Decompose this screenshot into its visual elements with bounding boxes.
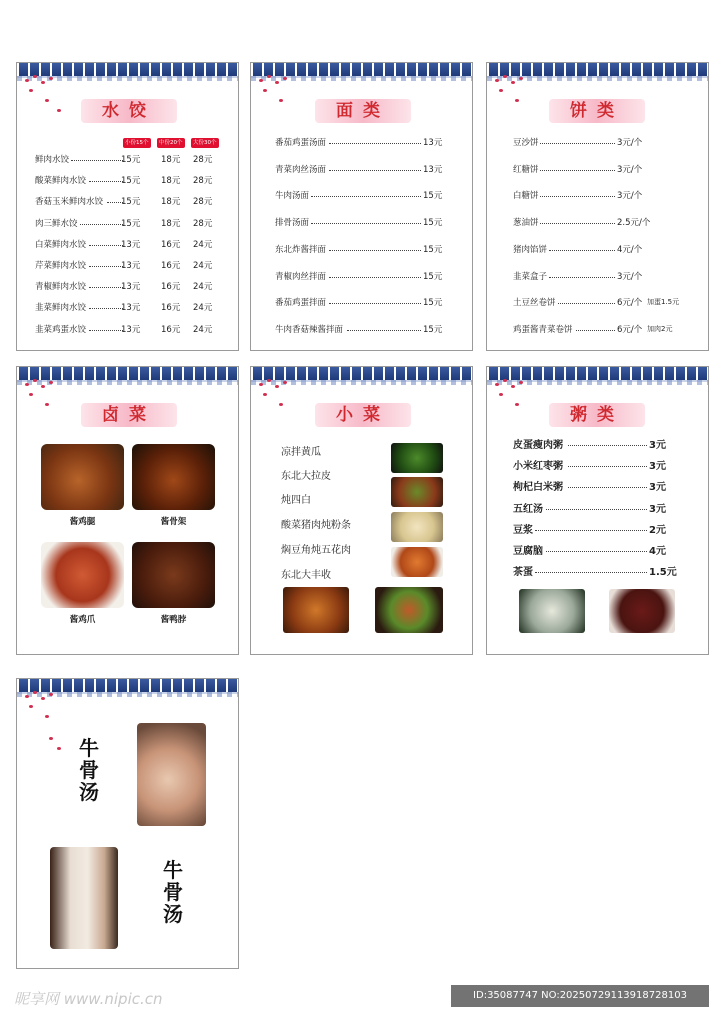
dot-leader bbox=[89, 181, 123, 182]
menu-item-price: 13元 bbox=[121, 324, 141, 335]
menu-item-price: 24元 bbox=[193, 324, 213, 335]
dot-leader bbox=[576, 330, 615, 331]
menu-item-price: 18元 bbox=[161, 176, 181, 187]
dish-photo-braised-chicken-leg bbox=[41, 444, 124, 510]
panel-title: 卤菜 bbox=[81, 403, 177, 427]
menu-item-name: 皮蛋瘦肉粥 bbox=[513, 440, 563, 451]
menu-item-price: 16元 bbox=[161, 303, 181, 314]
menu-item-name: 牛肉香菇辣酱拌面 bbox=[275, 324, 344, 335]
site-watermark: 昵享网 www.nipic.cn bbox=[14, 990, 163, 1008]
menu-item-price: 18元 bbox=[161, 218, 181, 229]
menu-item-name: 芹菜鲜肉水饺 bbox=[35, 261, 87, 271]
size-badge: 中份20个 bbox=[159, 140, 183, 146]
dot-leader bbox=[329, 277, 421, 278]
menu-item-price: 15元 bbox=[121, 218, 141, 229]
dish-photo-congee bbox=[519, 589, 585, 633]
menu-item-price: 2元 bbox=[649, 524, 666, 536]
jiaozi-panel bbox=[16, 62, 239, 351]
menu-item-name: 小米红枣粥 bbox=[513, 461, 563, 473]
lucai-panel bbox=[16, 366, 239, 655]
menu-item-name: 番茄鸡蛋拌面 bbox=[275, 298, 327, 309]
dish-photo-braised-bones bbox=[132, 444, 215, 510]
zhou-panel bbox=[486, 366, 709, 655]
menu-item-name: 韭菜鲜肉水饺 bbox=[35, 303, 87, 314]
dot-leader bbox=[347, 330, 421, 331]
menu-item-name: 酸菜鲜肉水饺 bbox=[35, 176, 87, 187]
plum-blossom-decoration bbox=[489, 69, 547, 111]
menu-item-price: 16元 bbox=[161, 324, 181, 335]
menu-item-price: 3元/个 bbox=[617, 191, 643, 202]
menu-item-name: 鸡蛋酱青菜卷饼 bbox=[513, 324, 573, 335]
beef-bone-soup-panel bbox=[16, 678, 239, 969]
dot-leader bbox=[540, 143, 615, 144]
dot-leader bbox=[540, 196, 615, 197]
menu-item-price: 16元 bbox=[161, 239, 181, 250]
menu-item-price: 13元 bbox=[423, 164, 443, 175]
dish-photo-braised-pork bbox=[283, 587, 349, 633]
xiaocai-item: 焖豆角炖五花肉 bbox=[281, 545, 351, 556]
xiaocai-item: 东北大拉皮 bbox=[281, 471, 331, 482]
panel-title: 小菜 bbox=[315, 403, 411, 427]
menu-item-price: 4元 bbox=[649, 546, 666, 557]
menu-item-price: 24元 bbox=[193, 239, 213, 250]
mian-panel bbox=[250, 62, 473, 351]
dot-leader bbox=[546, 551, 647, 552]
menu-item-price: 6元/个 bbox=[617, 298, 643, 309]
plum-blossom-decoration bbox=[489, 373, 547, 415]
dish-photo-braised-duck-neck bbox=[132, 542, 215, 608]
size-badge: 小份15个 bbox=[125, 140, 149, 146]
menu-item-name: 鲜肉水饺 bbox=[35, 155, 70, 165]
dot-leader bbox=[329, 303, 421, 304]
menu-item-price: 15元 bbox=[423, 298, 443, 309]
menu-item-price: 24元 bbox=[193, 261, 213, 271]
menu-item-price: 15元 bbox=[121, 197, 141, 208]
menu-item-price: 15元 bbox=[423, 191, 443, 202]
menu-item-price: 28元 bbox=[193, 218, 213, 229]
menu-item-price: 18元 bbox=[161, 197, 181, 208]
xiaocai-item: 炖四白 bbox=[281, 495, 311, 506]
panel-title: 粥类 bbox=[549, 403, 645, 427]
menu-item-price: 13元 bbox=[423, 138, 443, 148]
dish-caption: 酱鸡腿 bbox=[69, 517, 96, 527]
dot-leader bbox=[546, 509, 647, 510]
dot-leader bbox=[89, 266, 123, 267]
menu-item-price: 13元 bbox=[121, 239, 141, 250]
dot-leader bbox=[329, 143, 421, 144]
xiaocai-item: 东北大丰收 bbox=[281, 570, 331, 581]
menu-item-name: 东北炸酱拌面 bbox=[275, 244, 327, 255]
dot-leader bbox=[311, 223, 421, 224]
menu-item-name: 青椒肉丝拌面 bbox=[275, 271, 327, 282]
dish-photo-cucumber bbox=[391, 443, 443, 473]
dot-leader bbox=[329, 170, 421, 171]
dot-leader bbox=[311, 196, 421, 197]
menu-item-note: 加蛋1.5元 bbox=[647, 298, 680, 307]
image-id-watermark: ID:35087747 NO:20250729113918728103 bbox=[451, 985, 709, 1007]
menu-item-price: 3元/个 bbox=[617, 138, 643, 148]
dot-leader bbox=[329, 250, 421, 251]
menu-item-name: 牛肉汤面 bbox=[275, 191, 310, 202]
dot-leader bbox=[71, 160, 123, 161]
menu-item-name: 茶蛋 bbox=[513, 567, 533, 579]
menu-item-price: 2.5元/个 bbox=[617, 218, 651, 229]
xiaocai-item: 凉拌黄瓜 bbox=[281, 447, 321, 458]
menu-item-name: 青椒鲜肉水饺 bbox=[35, 282, 87, 293]
menu-item-price: 28元 bbox=[193, 176, 213, 187]
menu-item-price: 15元 bbox=[423, 271, 443, 282]
menu-item-price: 15元 bbox=[423, 218, 443, 229]
menu-item-name: 香菇玉米鲜肉水饺 bbox=[35, 197, 104, 208]
menu-item-name: 豆沙饼 bbox=[513, 138, 539, 148]
dot-leader bbox=[80, 224, 123, 225]
menu-item-name: 葱油饼 bbox=[513, 218, 539, 229]
menu-item-name: 排骨汤面 bbox=[275, 218, 310, 229]
menu-item-name: 韭菜盒子 bbox=[513, 271, 548, 282]
soup-vertical-text: 牛骨汤 bbox=[79, 736, 99, 804]
panel-title: 面类 bbox=[315, 99, 411, 123]
dot-leader bbox=[89, 245, 123, 246]
plum-blossom-decoration bbox=[19, 685, 77, 755]
dot-leader bbox=[89, 287, 123, 288]
menu-item-name: 韭菜鸡蛋水饺 bbox=[35, 324, 87, 335]
dot-leader bbox=[89, 308, 123, 309]
menu-item-price: 13元 bbox=[121, 261, 141, 271]
menu-item-name: 肉三鲜水饺 bbox=[35, 218, 78, 229]
menu-item-price: 3元 bbox=[649, 503, 666, 515]
menu-item-price: 3元 bbox=[649, 440, 666, 451]
menu-item-name: 猪肉馅饼 bbox=[513, 244, 548, 255]
menu-item-price: 13元 bbox=[121, 282, 141, 293]
menu-item-name: 青菜肉丝汤面 bbox=[275, 164, 327, 175]
dish-caption: 酱鸡爪 bbox=[69, 615, 96, 625]
menu-item-price: 16元 bbox=[161, 261, 181, 271]
soup-photo-ladle bbox=[137, 723, 206, 826]
dish-photo-braised-chicken-feet bbox=[41, 542, 124, 608]
dot-leader bbox=[540, 170, 615, 171]
dot-leader bbox=[540, 223, 615, 224]
menu-item-price: 28元 bbox=[193, 197, 213, 208]
plum-blossom-decoration bbox=[253, 69, 311, 111]
menu-item-price: 24元 bbox=[193, 303, 213, 314]
dot-leader bbox=[568, 466, 647, 467]
dot-leader bbox=[549, 277, 615, 278]
plum-blossom-decoration bbox=[253, 373, 311, 415]
dish-photo-da-feng-shou bbox=[375, 587, 443, 633]
xiaocai-item: 酸菜猪肉炖粉条 bbox=[281, 520, 351, 531]
dot-leader bbox=[558, 303, 615, 304]
dish-photo-la-pi bbox=[391, 477, 443, 507]
menu-item-price: 15元 bbox=[121, 176, 141, 187]
menu-item-price: 1.5元 bbox=[649, 567, 677, 579]
menu-item-price: 15元 bbox=[121, 155, 141, 165]
menu-item-price: 3元 bbox=[649, 461, 666, 473]
menu-item-note: 加肉2元 bbox=[647, 324, 673, 333]
size-badge: 大份30个 bbox=[193, 140, 217, 146]
menu-item-price: 3元/个 bbox=[617, 164, 643, 175]
panel-title: 水饺 bbox=[81, 99, 177, 123]
plum-blossom-decoration bbox=[19, 69, 77, 111]
menu-item-price: 16元 bbox=[161, 282, 181, 293]
dish-photo-red-bean-soup bbox=[609, 589, 675, 633]
dot-leader bbox=[535, 530, 647, 531]
menu-item-name: 白菜鲜肉水饺 bbox=[35, 239, 87, 250]
menu-item-name: 土豆丝卷饼 bbox=[513, 298, 556, 309]
soup-photo-pouring bbox=[50, 847, 118, 949]
dot-leader bbox=[535, 572, 647, 573]
menu-item-price: 4元/个 bbox=[617, 244, 643, 255]
menu-item-name: 豆浆 bbox=[513, 524, 533, 536]
menu-item-name: 白糖饼 bbox=[513, 191, 539, 202]
menu-item-price: 18元 bbox=[161, 155, 181, 165]
menu-item-name: 五红汤 bbox=[513, 503, 543, 515]
menu-item-name: 豆腐脑 bbox=[513, 546, 543, 557]
menu-item-name: 枸杞白米粥 bbox=[513, 482, 563, 494]
dot-leader bbox=[568, 445, 647, 446]
dot-leader bbox=[549, 250, 615, 251]
menu-item-name: 番茄鸡蛋汤面 bbox=[275, 138, 327, 148]
bing-panel bbox=[486, 62, 709, 351]
menu-item-price: 3元/个 bbox=[617, 271, 643, 282]
dot-leader bbox=[89, 330, 123, 331]
plum-blossom-decoration bbox=[19, 373, 77, 415]
dot-leader bbox=[568, 487, 647, 488]
dish-photo-dun-si-bai bbox=[391, 512, 443, 542]
menu-item-price: 13元 bbox=[121, 303, 141, 314]
menu-item-price: 24元 bbox=[193, 282, 213, 293]
dish-caption: 酱骨架 bbox=[160, 517, 187, 527]
soup-vertical-text: 牛骨汤 bbox=[163, 858, 183, 926]
panel-title: 饼类 bbox=[549, 99, 645, 123]
menu-item-price: 15元 bbox=[423, 244, 443, 255]
dish-photo-pork-noodles bbox=[391, 547, 443, 577]
menu-item-price: 6元/个 bbox=[617, 324, 643, 335]
menu-item-name: 红糖饼 bbox=[513, 164, 539, 175]
xiaocai-panel bbox=[250, 366, 473, 655]
menu-item-price: 15元 bbox=[423, 324, 443, 335]
dish-caption: 酱鸭脖 bbox=[160, 615, 187, 625]
menu-item-price: 3元 bbox=[649, 482, 666, 494]
menu-item-price: 28元 bbox=[193, 155, 213, 165]
